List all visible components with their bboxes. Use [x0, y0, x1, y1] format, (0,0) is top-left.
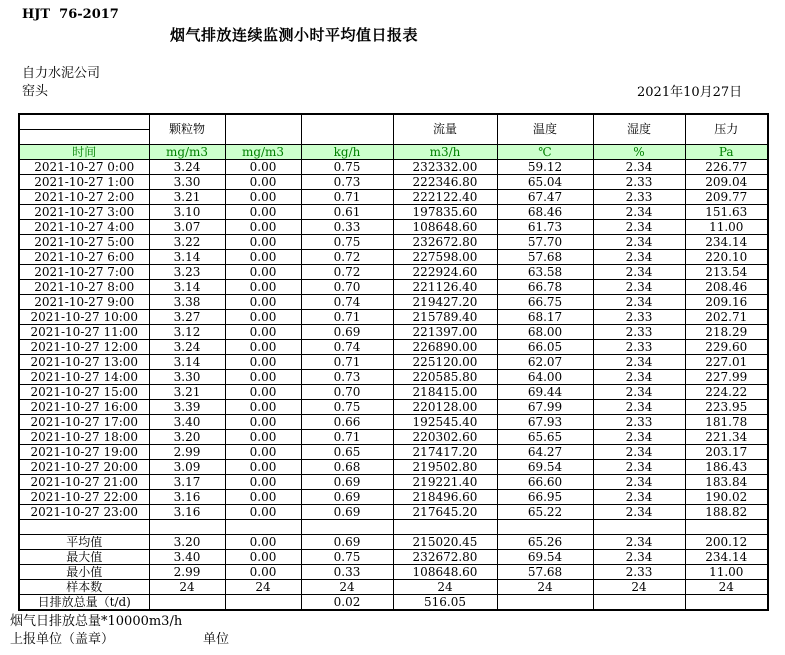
value-cell: 3.30	[149, 175, 225, 190]
value-cell: 3.27	[149, 310, 225, 325]
value-cell: 220585.80	[393, 370, 497, 385]
value-cell: 0.66	[301, 415, 393, 430]
table-row	[19, 340, 768, 355]
value-cell: 2.33	[593, 340, 685, 355]
value-cell: 220302.60	[393, 430, 497, 445]
value-cell: 0.70	[301, 385, 393, 400]
value-cell: 0.69	[301, 475, 393, 490]
value-cell: 2.33	[593, 190, 685, 205]
value-cell: 2.34	[593, 505, 685, 520]
value-cell: 2.34	[593, 475, 685, 490]
value-cell: 0.00	[225, 430, 301, 445]
value-cell: 24	[301, 580, 393, 595]
value-cell: 0.00	[225, 445, 301, 460]
header-cell-blank-top	[19, 114, 149, 130]
value-cell: 65.04	[497, 175, 593, 190]
unit-cell: m3/h	[393, 145, 497, 160]
table-unit-row	[19, 145, 768, 160]
value-cell: 2.34	[593, 280, 685, 295]
value-cell: 213.54	[685, 265, 768, 280]
time-cell: 2021-10-27 18:00	[19, 430, 149, 445]
value-cell	[497, 520, 593, 535]
value-cell: 0.75	[301, 160, 393, 175]
unit-cell: kg/h	[301, 145, 393, 160]
value-cell: 24	[393, 580, 497, 595]
header-cell-blank	[301, 114, 393, 145]
table-row	[19, 430, 768, 445]
value-cell: 0.71	[301, 355, 393, 370]
value-cell: 0.61	[301, 205, 393, 220]
value-cell: 2.33	[593, 415, 685, 430]
value-cell: 11.00	[685, 220, 768, 235]
table-row	[19, 370, 768, 385]
value-cell: 226890.00	[393, 340, 497, 355]
value-cell: 208.46	[685, 280, 768, 295]
value-cell: 2.99	[149, 445, 225, 460]
table-row	[19, 385, 768, 400]
value-cell	[393, 520, 497, 535]
value-cell: 3.14	[149, 250, 225, 265]
value-cell: 0.00	[225, 295, 301, 310]
value-cell: 2.34	[593, 250, 685, 265]
value-cell: 2.34	[593, 490, 685, 505]
value-cell: 151.63	[685, 205, 768, 220]
header-cell-particulate: 颗粒物	[149, 114, 225, 145]
table-row	[19, 415, 768, 430]
value-cell: 3.20	[149, 535, 225, 550]
value-cell: 0.02	[301, 595, 393, 611]
value-cell: 0.00	[225, 205, 301, 220]
value-cell: 0.33	[301, 565, 393, 580]
table-row	[19, 595, 768, 611]
time-cell: 2021-10-27 5:00	[19, 235, 149, 250]
value-cell	[301, 520, 393, 535]
summary-label-cell: 最大值	[19, 550, 149, 565]
value-cell: 66.60	[497, 475, 593, 490]
time-cell: 2021-10-27 17:00	[19, 415, 149, 430]
value-cell: 0.68	[301, 460, 393, 475]
value-cell: 209.77	[685, 190, 768, 205]
value-cell: 203.17	[685, 445, 768, 460]
value-cell	[225, 595, 301, 611]
standard-number: HJT 76-2017	[22, 7, 119, 22]
time-cell: 2021-10-27 15:00	[19, 385, 149, 400]
value-cell: 227.01	[685, 355, 768, 370]
value-cell: 3.14	[149, 280, 225, 295]
value-cell: 220.10	[685, 250, 768, 265]
value-cell: 0.69	[301, 505, 393, 520]
value-cell: 202.71	[685, 310, 768, 325]
value-cell: 64.00	[497, 370, 593, 385]
time-cell: 2021-10-27 1:00	[19, 175, 149, 190]
value-cell: 217645.20	[393, 505, 497, 520]
table-row	[19, 535, 768, 550]
value-cell: 200.12	[685, 535, 768, 550]
value-cell: 183.84	[685, 475, 768, 490]
time-cell: 2021-10-27 12:00	[19, 340, 149, 355]
time-cell: 2021-10-27 10:00	[19, 310, 149, 325]
value-cell: 209.16	[685, 295, 768, 310]
value-cell: 0.69	[301, 325, 393, 340]
value-cell: 2.34	[593, 205, 685, 220]
value-cell: 0.00	[225, 460, 301, 475]
table-row	[19, 490, 768, 505]
value-cell: 181.78	[685, 415, 768, 430]
value-cell: 3.38	[149, 295, 225, 310]
value-cell: 0.00	[225, 505, 301, 520]
value-cell: 2.34	[593, 550, 685, 565]
time-cell: 2021-10-27 8:00	[19, 280, 149, 295]
value-cell: 3.07	[149, 220, 225, 235]
value-cell: 215789.40	[393, 310, 497, 325]
value-cell: 234.14	[685, 550, 768, 565]
summary-label-cell: 最小值	[19, 565, 149, 580]
unit-label: 单位	[203, 632, 230, 647]
table-row	[19, 190, 768, 205]
table-row	[19, 220, 768, 235]
value-cell: 232672.80	[393, 550, 497, 565]
value-cell: 0.00	[225, 490, 301, 505]
value-cell: 227.99	[685, 370, 768, 385]
value-cell: 221.34	[685, 430, 768, 445]
value-cell: 3.23	[149, 265, 225, 280]
value-cell: 3.10	[149, 205, 225, 220]
value-cell: 68.00	[497, 325, 593, 340]
summary-label-cell: 样本数	[19, 580, 149, 595]
unit-cell: %	[593, 145, 685, 160]
value-cell: 2.33	[593, 310, 685, 325]
table-header-row	[19, 114, 768, 130]
value-cell: 108648.60	[393, 565, 497, 580]
value-cell: 217417.20	[393, 445, 497, 460]
time-cell: 2021-10-27 6:00	[19, 250, 149, 265]
value-cell	[225, 520, 301, 535]
table-row	[19, 445, 768, 460]
table-row	[19, 505, 768, 520]
value-cell: 0.71	[301, 430, 393, 445]
value-cell: 0.71	[301, 190, 393, 205]
value-cell: 2.34	[593, 445, 685, 460]
value-cell: 3.30	[149, 370, 225, 385]
footer-note: 烟气日排放总量*10000m3/h	[10, 614, 183, 629]
table-row	[19, 160, 768, 175]
value-cell: 0.00	[225, 280, 301, 295]
value-cell: 0.00	[225, 355, 301, 370]
value-cell: 63.58	[497, 265, 593, 280]
value-cell: 192545.40	[393, 415, 497, 430]
value-cell: 197835.60	[393, 205, 497, 220]
value-cell: 2.34	[593, 370, 685, 385]
time-cell: 2021-10-27 16:00	[19, 400, 149, 415]
value-cell: 186.43	[685, 460, 768, 475]
footer-signature-line	[10, 628, 410, 647]
value-cell: 0.00	[225, 175, 301, 190]
table-row	[19, 520, 768, 535]
value-cell: 69.54	[497, 460, 593, 475]
value-cell: 65.65	[497, 430, 593, 445]
empty-cell	[19, 520, 149, 535]
value-cell: 0.00	[225, 160, 301, 175]
value-cell: 67.47	[497, 190, 593, 205]
value-cell: 0.00	[225, 400, 301, 415]
value-cell: 0.00	[225, 250, 301, 265]
value-cell: 188.82	[685, 505, 768, 520]
table-row	[19, 310, 768, 325]
header-cell-temperature: 温度	[497, 114, 593, 145]
value-cell: 0.00	[225, 220, 301, 235]
value-cell: 2.34	[593, 385, 685, 400]
value-cell: 2.34	[593, 160, 685, 175]
value-cell: 0.00	[225, 550, 301, 565]
value-cell: 57.68	[497, 250, 593, 265]
value-cell: 3.14	[149, 355, 225, 370]
value-cell: 24	[685, 580, 768, 595]
value-cell: 224.22	[685, 385, 768, 400]
company-name: 自力水泥公司	[22, 66, 101, 81]
value-cell: 2.34	[593, 400, 685, 415]
value-cell: 66.78	[497, 280, 593, 295]
value-cell: 68.17	[497, 310, 593, 325]
value-cell: 234.14	[685, 235, 768, 250]
value-cell: 65.22	[497, 505, 593, 520]
unit-cell-time: 时间	[19, 145, 149, 160]
value-cell: 0.00	[225, 535, 301, 550]
value-cell: 3.09	[149, 460, 225, 475]
header-cell-humidity: 湿度	[593, 114, 685, 145]
value-cell: 516.05	[393, 595, 497, 611]
value-cell: 219427.20	[393, 295, 497, 310]
value-cell: 2.33	[593, 565, 685, 580]
value-cell: 232332.00	[393, 160, 497, 175]
value-cell: 221126.40	[393, 280, 497, 295]
value-cell: 219502.80	[393, 460, 497, 475]
summary-label-cell: 日排放总量（t/d)	[19, 595, 149, 611]
value-cell: 0.69	[301, 490, 393, 505]
value-cell: 3.16	[149, 490, 225, 505]
time-cell: 2021-10-27 13:00	[19, 355, 149, 370]
value-cell	[149, 520, 225, 535]
value-cell: 3.24	[149, 160, 225, 175]
value-cell: 108648.60	[393, 220, 497, 235]
time-cell: 2021-10-27 19:00	[19, 445, 149, 460]
table-row	[19, 460, 768, 475]
value-cell: 2.34	[593, 535, 685, 550]
header-cell-blank	[225, 114, 301, 145]
value-cell: 218496.60	[393, 490, 497, 505]
value-cell: 0.00	[225, 340, 301, 355]
value-cell: 3.16	[149, 505, 225, 520]
value-cell	[497, 595, 593, 611]
table-row	[19, 355, 768, 370]
value-cell: 11.00	[685, 565, 768, 580]
value-cell: 0.71	[301, 310, 393, 325]
value-cell: 2.34	[593, 235, 685, 250]
table-row	[19, 400, 768, 415]
value-cell: 2.33	[593, 175, 685, 190]
value-cell: 67.99	[497, 400, 593, 415]
value-cell: 0.72	[301, 250, 393, 265]
value-cell: 2.34	[593, 355, 685, 370]
value-cell: 67.93	[497, 415, 593, 430]
value-cell: 24	[225, 580, 301, 595]
value-cell: 68.46	[497, 205, 593, 220]
header-cell-blank-bottom	[19, 130, 149, 145]
value-cell: 64.27	[497, 445, 593, 460]
value-cell	[149, 595, 225, 611]
value-cell: 2.33	[593, 325, 685, 340]
time-cell: 2021-10-27 3:00	[19, 205, 149, 220]
value-cell: 0.74	[301, 340, 393, 355]
table-row	[19, 175, 768, 190]
value-cell: 0.72	[301, 265, 393, 280]
value-cell: 66.05	[497, 340, 593, 355]
value-cell: 0.73	[301, 370, 393, 385]
table-row	[19, 295, 768, 310]
value-cell: 0.69	[301, 535, 393, 550]
value-cell: 57.68	[497, 565, 593, 580]
value-cell: 232672.80	[393, 235, 497, 250]
value-cell: 3.40	[149, 550, 225, 565]
table-row	[19, 565, 768, 580]
value-cell: 3.39	[149, 400, 225, 415]
table-row	[19, 280, 768, 295]
time-cell: 2021-10-27 2:00	[19, 190, 149, 205]
value-cell: 0.00	[225, 370, 301, 385]
value-cell: 69.54	[497, 550, 593, 565]
value-cell: 0.00	[225, 565, 301, 580]
unit-cell: mg/m3	[149, 145, 225, 160]
value-cell: 219221.40	[393, 475, 497, 490]
value-cell: 2.34	[593, 220, 685, 235]
report-date: 2021年10月27日	[637, 85, 743, 100]
value-cell: 61.73	[497, 220, 593, 235]
value-cell: 0.00	[225, 475, 301, 490]
table-row	[19, 325, 768, 340]
value-cell: 218.29	[685, 325, 768, 340]
table-row	[19, 550, 768, 565]
value-cell: 222122.40	[393, 190, 497, 205]
value-cell: 0.65	[301, 445, 393, 460]
value-cell: 57.70	[497, 235, 593, 250]
value-cell: 0.00	[225, 190, 301, 205]
value-cell: 24	[149, 580, 225, 595]
value-cell: 24	[497, 580, 593, 595]
value-cell: 0.00	[225, 235, 301, 250]
value-cell: 3.24	[149, 340, 225, 355]
value-cell: 190.02	[685, 490, 768, 505]
value-cell: 229.60	[685, 340, 768, 355]
value-cell: 0.70	[301, 280, 393, 295]
value-cell: 2.34	[593, 295, 685, 310]
value-cell: 59.12	[497, 160, 593, 175]
value-cell: 215020.45	[393, 535, 497, 550]
time-cell: 2021-10-27 22:00	[19, 490, 149, 505]
table-row	[19, 235, 768, 250]
value-cell: 0.74	[301, 295, 393, 310]
time-cell: 2021-10-27 7:00	[19, 265, 149, 280]
report-unit-label: 上报单位（盖章）	[10, 632, 115, 647]
value-cell: 0.00	[225, 265, 301, 280]
value-cell: 66.95	[497, 490, 593, 505]
value-cell: 2.99	[149, 565, 225, 580]
value-cell	[685, 595, 768, 611]
value-cell: 65.26	[497, 535, 593, 550]
value-cell: 0.00	[225, 385, 301, 400]
value-cell: 3.22	[149, 235, 225, 250]
value-cell: 226.77	[685, 160, 768, 175]
value-cell: 3.21	[149, 190, 225, 205]
unit-cell: ℃	[497, 145, 593, 160]
value-cell: 24	[593, 580, 685, 595]
value-cell: 221397.00	[393, 325, 497, 340]
value-cell: 218415.00	[393, 385, 497, 400]
value-cell: 2.34	[593, 430, 685, 445]
table-row	[19, 580, 768, 595]
value-cell: 209.04	[685, 175, 768, 190]
time-cell: 2021-10-27 0:00	[19, 160, 149, 175]
value-cell: 0.00	[225, 325, 301, 340]
value-cell	[593, 520, 685, 535]
value-cell: 3.12	[149, 325, 225, 340]
station-name: 窑头	[22, 84, 49, 99]
value-cell	[685, 520, 768, 535]
value-cell: 69.44	[497, 385, 593, 400]
value-cell: 223.95	[685, 400, 768, 415]
value-cell: 227598.00	[393, 250, 497, 265]
value-cell: 2.34	[593, 460, 685, 475]
header-cell-flow: 流量	[393, 114, 497, 145]
value-cell: 0.00	[225, 415, 301, 430]
value-cell: 0.33	[301, 220, 393, 235]
value-cell: 0.75	[301, 550, 393, 565]
value-cell: 222346.80	[393, 175, 497, 190]
value-cell: 0.75	[301, 235, 393, 250]
value-cell: 3.17	[149, 475, 225, 490]
value-cell: 220128.00	[393, 400, 497, 415]
value-cell	[593, 595, 685, 611]
value-cell: 222924.60	[393, 265, 497, 280]
unit-cell: Pa	[685, 145, 768, 160]
time-cell: 2021-10-27 4:00	[19, 220, 149, 235]
table-row	[19, 475, 768, 490]
summary-label-cell: 平均值	[19, 535, 149, 550]
value-cell: 3.21	[149, 385, 225, 400]
value-cell: 3.20	[149, 430, 225, 445]
time-cell: 2021-10-27 21:00	[19, 475, 149, 490]
value-cell: 0.75	[301, 400, 393, 415]
value-cell: 225120.00	[393, 355, 497, 370]
value-cell: 3.40	[149, 415, 225, 430]
table-row	[19, 205, 768, 220]
time-cell: 2021-10-27 20:00	[19, 460, 149, 475]
table-row	[19, 250, 768, 265]
report-table	[18, 113, 769, 611]
time-cell: 2021-10-27 9:00	[19, 295, 149, 310]
value-cell: 0.00	[225, 310, 301, 325]
value-cell: 2.34	[593, 265, 685, 280]
table-row	[19, 265, 768, 280]
value-cell: 62.07	[497, 355, 593, 370]
time-cell: 2021-10-27 11:00	[19, 325, 149, 340]
time-cell: 2021-10-27 23:00	[19, 505, 149, 520]
header-cell-pressure: 压力	[685, 114, 768, 145]
value-cell: 66.75	[497, 295, 593, 310]
page-title: 烟气排放连续监测小时平均值日报表	[170, 26, 419, 44]
unit-cell: mg/m3	[225, 145, 301, 160]
time-cell: 2021-10-27 14:00	[19, 370, 149, 385]
value-cell: 0.73	[301, 175, 393, 190]
